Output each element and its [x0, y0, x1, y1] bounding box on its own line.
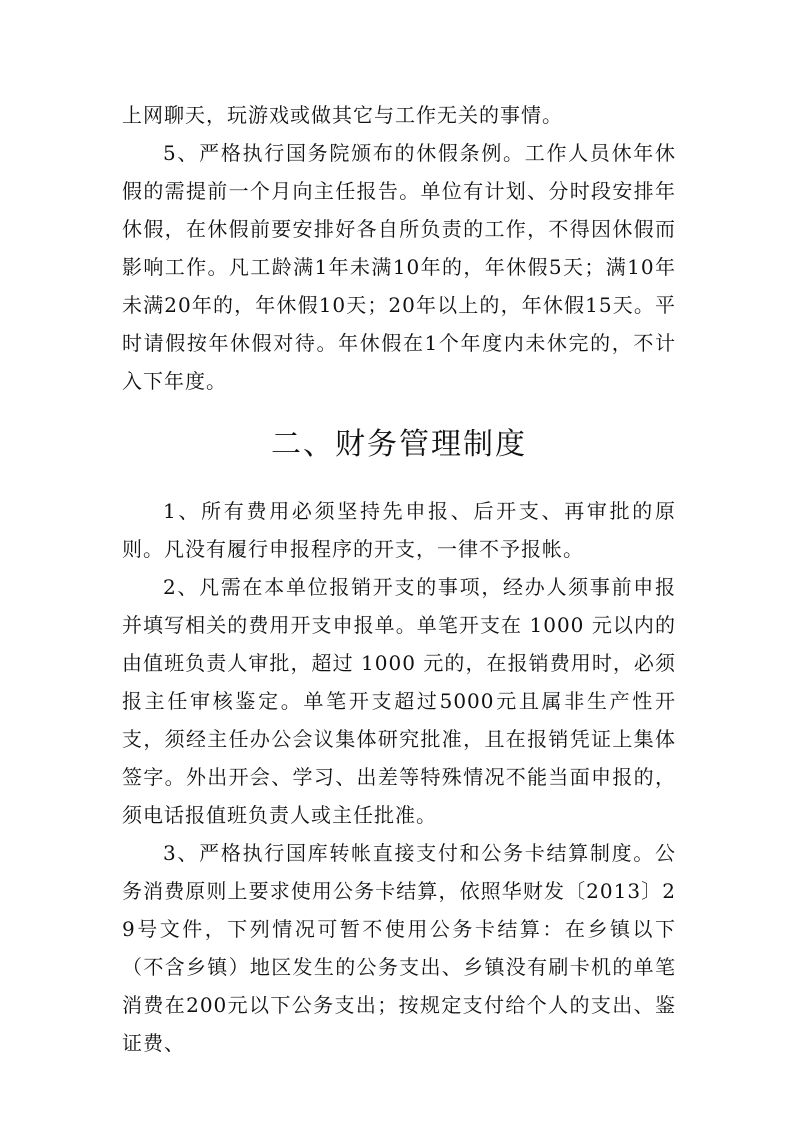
document-page	[122, 96, 676, 1062]
paragraph-continued: 上网聊天，玩游戏或做其它与工作无关的事情。	[122, 103, 563, 127]
paragraph-finance-item-3: 3、严格执行国库转帐直接支付和公务卡结算制度。公务消费原则上要求使用公务卡结算，依照华财发〔2013〕29号文件，下列情况可暂不使用公务卡结算：在乡镇以下（不含乡镇）地区发生的公务支出、乡镇没有刷卡机的单笔消费在200元以下公务支出；按规定支付给个人的支出、鉴证费、	[122, 841, 676, 1055]
paragraph-finance-item-2: 2、凡需在本单位报销开支的事项，经办人须事前申报并填写相关的费用开支申报单。单笔开支在 1000 元以内的由值班负责人审批，超过 1000 元的，在报销费用时，必须报主任审核鉴定。单笔开支超过5000元且属非生产性开支，须经主任办公会议集体研究批准，且在报销凭证上集体签字。外出开会、学习、出差等特殊情况不能当面申报的，须电话报值班负责人或主任批准。	[122, 575, 676, 827]
paragraph-finance-item-1: 1、所有费用必须坚持先申报、后开支、再审批的原则。凡没有履行申报程序的开支，一律不予报帐。	[122, 499, 676, 561]
section-heading: 二、财务管理制度	[271, 427, 527, 462]
paragraph-item-5: 5、严格执行国务院颁布的休假条例。工作人员休年休假的需提前一个月向主任报告。单位有计划、分时段安排年休假，在休假前要安排好各自所负责的工作，不得因休假而影响工作。凡工龄满1年未满10年的，年休假5天；满10年未满20年的，年休假10天；20年以上的，年休假15天。平时请假按年休假对待。年休假在1个年度内未休完的，不计入下年度。	[122, 141, 676, 393]
